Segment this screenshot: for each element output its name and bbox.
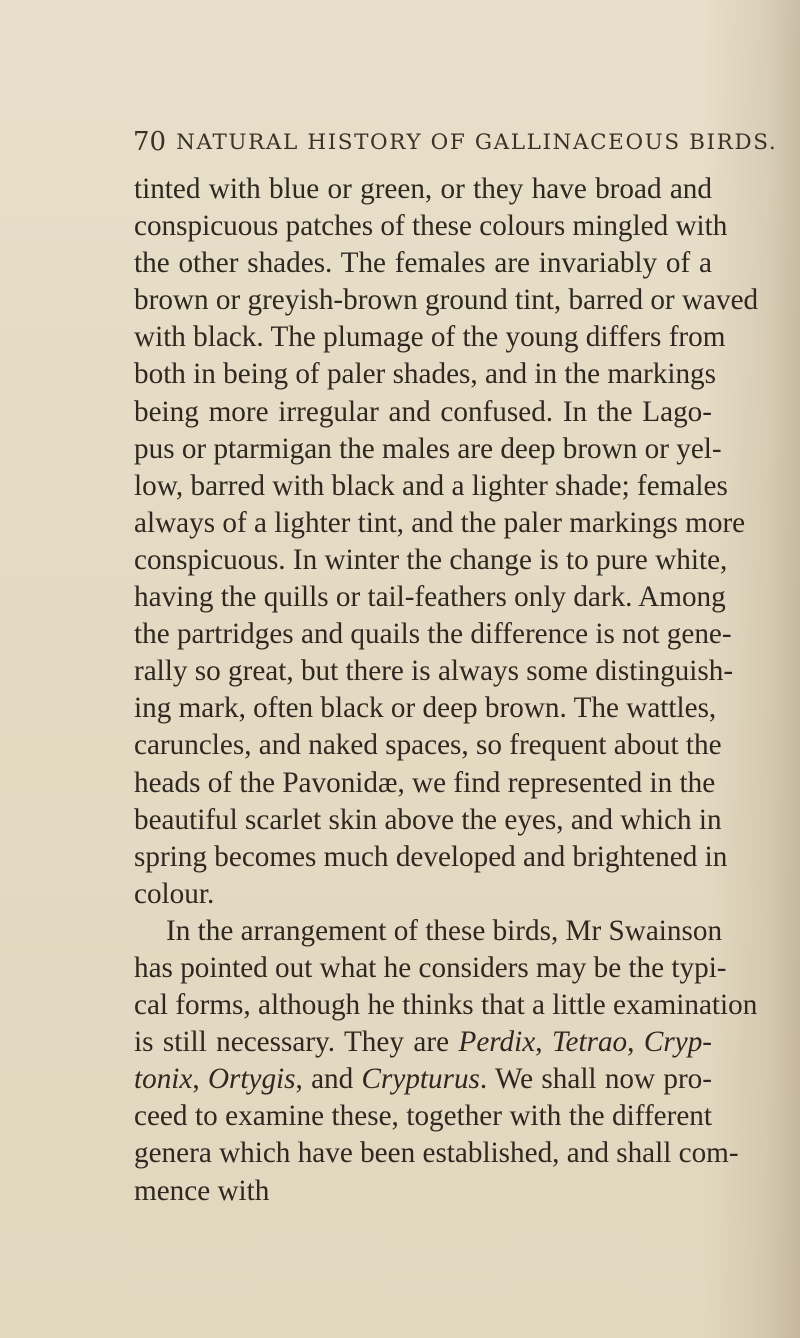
text-line: with black. The plumage of the young differs from [134, 321, 726, 354]
text-line: having the quills or tail-feathers only dark. Among [134, 581, 726, 614]
text-segment: . We shall now pro- [479, 1063, 712, 1096]
text-line: conspicuous patches of these colours mingled with [134, 210, 728, 243]
genus-name: Perdix [458, 1026, 536, 1059]
text-line: caruncles, and naked spaces, so frequent about the [134, 729, 722, 762]
text-line: conspicuous. In winter the change is to pure white, [134, 543, 728, 576]
text-line: spring becomes much developed and brightened in [134, 840, 728, 873]
running-title: NATURAL HISTORY OF GALLINACEOUS BIRDS. [176, 130, 778, 155]
text-line-with-genera: tonix, Ortygis, and Crypturus. We shall now pro- [134, 1063, 712, 1096]
genus-name: tonix [134, 1063, 193, 1096]
text-line: cal forms, although he thinks that a little examination [134, 989, 758, 1022]
text-line: the other shades. The females are invariably of a [134, 247, 712, 280]
text-line: tinted with blue or green, or they have broad and [134, 173, 712, 205]
text-line: brown or greyish-brown ground tint, barred or waved [134, 284, 759, 317]
text-line: rally so great, but there is always some distinguish- [134, 655, 734, 688]
genus-name: Cryp- [643, 1026, 713, 1059]
genus-name: Ortygis [207, 1063, 296, 1096]
text-line: ing mark, often black or deep brown. The wattles, [134, 692, 717, 725]
text-line: low, barred with black and a lighter shade; females [134, 469, 728, 502]
text-line: being more irregular and confused. In the Lago- [134, 395, 712, 428]
running-header [133, 127, 778, 167]
text-line: pus or ptarmigan the males are deep brown or yel- [134, 432, 722, 465]
text-line: both in being of paler shades, and in the markings [134, 358, 716, 391]
text-line: mence with [134, 1174, 270, 1207]
text-line-with-genera: is still necessary. They are Perdix, Tetrao, Cryp- [134, 1026, 713, 1059]
text-line: genera which have been established, and shall com- [134, 1137, 739, 1170]
text-segment: is still necessary. They are [134, 1026, 459, 1059]
genus-name: Tetrao [551, 1026, 628, 1059]
text-line: the partridges and quails the difference is not gene- [134, 618, 732, 651]
text-line: heads of the Pavonidæ, we find represented in the [134, 766, 716, 799]
page-number: 70 [133, 127, 167, 157]
text-line: always of a lighter tint, and the paler markings more [134, 506, 746, 539]
text-line: In the arrangement of these birds, Mr Swainson [166, 914, 723, 947]
genus-name: Crypturus [361, 1063, 480, 1096]
text-line: ceed to examine these, together with the different [134, 1100, 712, 1133]
text-line: colour. [134, 877, 215, 910]
text-line: has pointed out what he considers may be the typi- [134, 951, 727, 984]
body-text [134, 171, 759, 1210]
text-line: beautiful scarlet skin above the eyes, and which in [134, 803, 722, 836]
